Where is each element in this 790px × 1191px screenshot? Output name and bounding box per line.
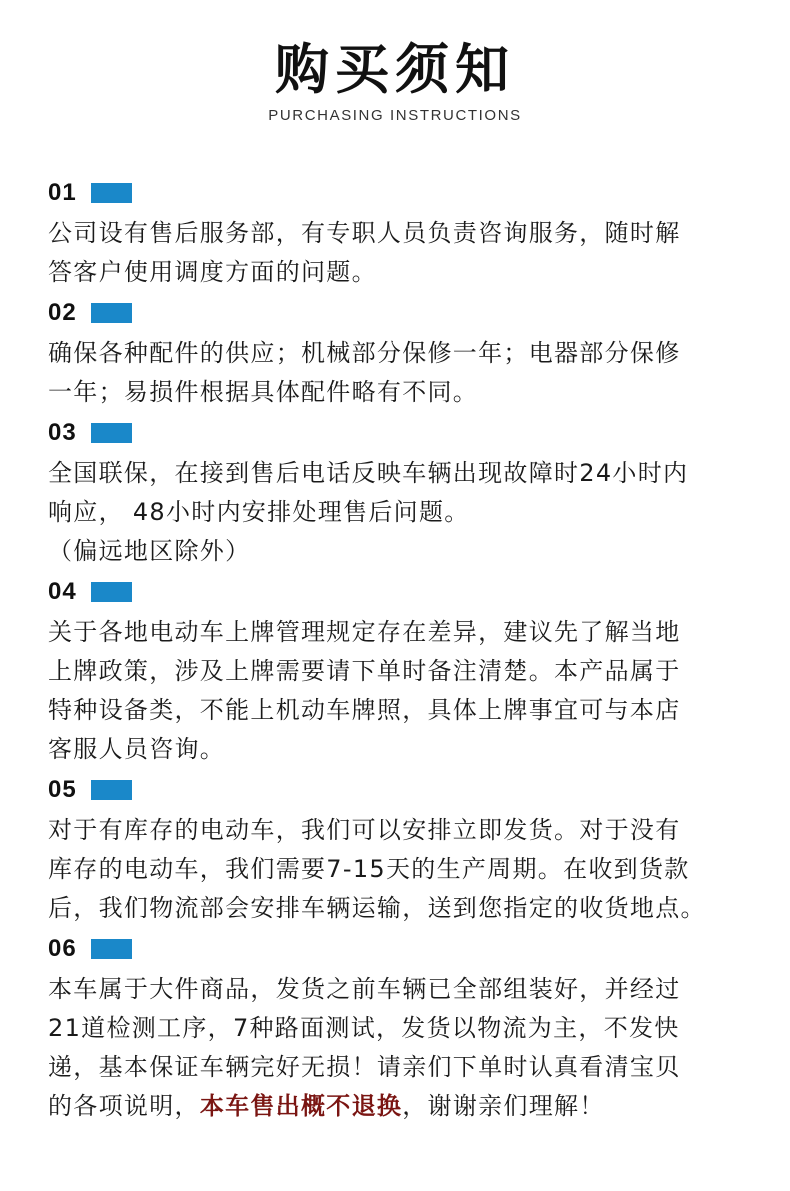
instructions-list <box>48 172 768 1126</box>
final-line-text: 的各项说明， <box>48 1092 200 1120</box>
accent-bar <box>91 423 132 443</box>
section-line: 特种设备类，不能上机动车牌照，具体上牌事宜可与本店 <box>48 696 681 724</box>
section-number: 02 <box>48 299 77 326</box>
section-line: 对于有库存的电动车，我们可以安排立即发货。对于没有 <box>48 816 681 844</box>
section-line: 后，我们物流部会安排车辆运输，送到您指定的收货地点。 <box>48 894 706 922</box>
section-01 <box>48 172 768 292</box>
section-06 <box>48 928 768 1126</box>
section-02 <box>48 292 768 412</box>
page-subtitle: PURCHASING INSTRUCTIONS <box>268 107 522 124</box>
section-04 <box>48 571 768 769</box>
section-line: 一年；易损件根据具体配件略有不同。 <box>48 378 479 406</box>
page-title: 购买须知 <box>275 38 515 101</box>
section-number: 06 <box>48 935 77 962</box>
section-heading <box>48 928 768 970</box>
section-line: 本车属于大件商品，发货之前车辆已全部组装好，并经过 <box>48 975 681 1003</box>
section-heading <box>48 769 768 811</box>
section-line: 21道检测工序，7种路面测试，发货以物流为主，不发快 <box>48 1014 680 1042</box>
section-line: 确保各种配件的供应；机械部分保修一年；电器部分保修 <box>48 339 681 367</box>
no-return-notice: 本车售出概不退换 <box>199 1092 403 1120</box>
section-03 <box>48 412 768 571</box>
accent-bar <box>91 183 132 203</box>
section-line: 关于各地电动车上牌管理规定存在差异，建议先了解当地 <box>48 618 681 646</box>
accent-bar <box>91 303 132 323</box>
section-line: （偏远地区除外） <box>48 537 251 565</box>
section-line: 答客户使用调度方面的问题。 <box>48 258 377 286</box>
section-line-final <box>48 1087 768 1126</box>
section-line: 公司设有售后服务部，有专职人员负责咨询服务，随时解 <box>48 219 681 247</box>
section-line: 客服人员咨询。 <box>48 735 226 763</box>
section-number: 05 <box>48 776 77 803</box>
section-heading <box>48 412 768 454</box>
section-heading <box>48 571 768 613</box>
final-line-thanks: ，谢谢亲们理解！ <box>402 1092 605 1120</box>
section-heading <box>48 172 768 214</box>
section-05 <box>48 769 768 928</box>
section-line: 全国联保，在接到售后电话反映车辆出现故障时24小时内 <box>48 459 689 487</box>
accent-bar <box>91 939 132 959</box>
accent-bar <box>91 582 132 602</box>
section-line: 库存的电动车，我们需要7-15天的生产周期。在收到货款 <box>48 855 690 883</box>
section-line: 递，基本保证车辆完好无损！请亲们下单时认真看清宝贝 <box>48 1053 681 1081</box>
section-heading <box>48 292 768 334</box>
section-number: 01 <box>48 179 77 206</box>
section-number: 04 <box>48 578 77 605</box>
page-header <box>0 38 790 126</box>
accent-bar <box>91 780 132 800</box>
section-line: 响应， 48小时内安排处理售后问题。 <box>48 498 470 526</box>
section-number: 03 <box>48 419 77 446</box>
section-line: 上牌政策，涉及上牌需要请下单时备注清楚。本产品属于 <box>48 657 681 685</box>
